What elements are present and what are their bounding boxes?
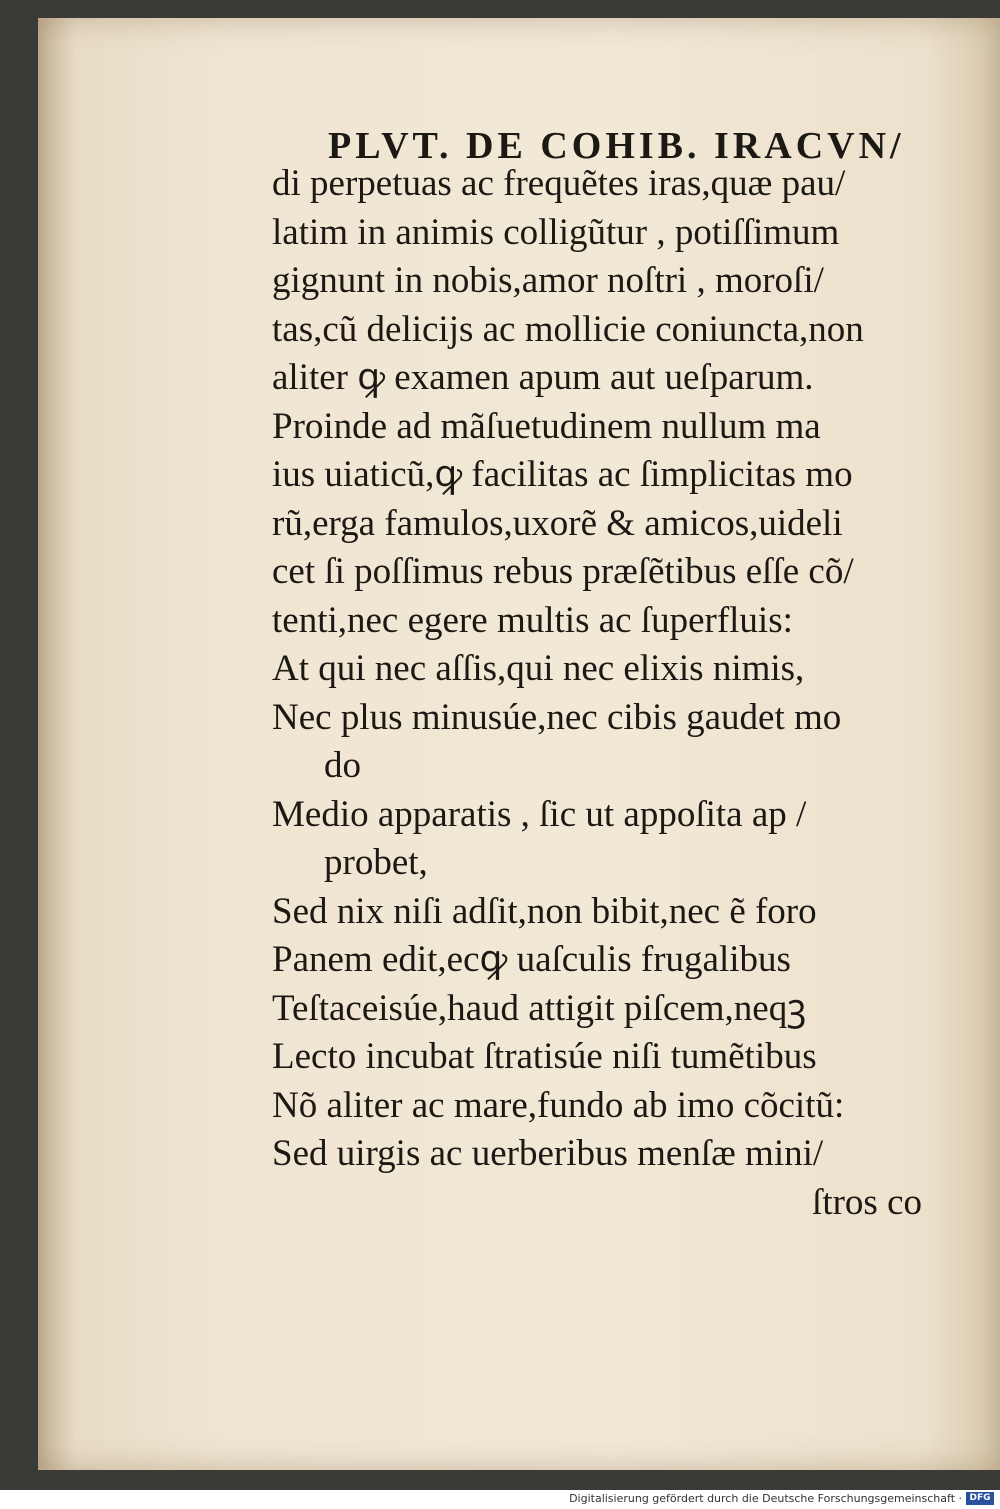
- text-line: ius uiaticũ,ꝙ facilitas ac ſimplicitas mo: [272, 454, 853, 495]
- running-header: PLVT. DE COHIB. IRACVN/: [328, 125, 905, 167]
- verse-line-continuation: do: [324, 745, 361, 786]
- text-line: tas,cũ delicijs ac mollicie coniuncta,non: [272, 308, 864, 350]
- verse-line: At qui nec aſſis,qui nec elixis nimis,: [272, 648, 805, 689]
- verse-line: Sed uirgis ac uerberibus menſæ mini/: [272, 1133, 824, 1174]
- text-line: gignunt in nobis,amor noſtri , moroſi/: [272, 260, 824, 301]
- verse-line: Nec plus minusúe,nec cibis gaudet mo: [272, 696, 842, 738]
- text-line: di perpetuas ac frequẽtes iras,quæ pau/: [272, 163, 846, 204]
- verse-line: Sed nix niſi adſit,non bibit,nec ẽ foro: [272, 890, 817, 932]
- text-line: latim in animis colligũtur , potiſſimum: [272, 211, 840, 253]
- verse-line: Teſtaceisúe,haud attigit piſcem,neqꝫ: [272, 987, 807, 1029]
- page-text: [272, 160, 922, 1227]
- text-line: aliter ꝙ examen apum aut ueſparum.: [272, 357, 814, 398]
- text-line: Proinde ad mãſuetudinem nullum ma: [272, 405, 821, 447]
- text-line: cet ſi poſſimus rebus præſẽtibus eſſe cõ/: [272, 551, 854, 592]
- funding-credit: Digitalisierung gefördert durch die Deutsche Forschungsgemeinschaft ·: [569, 1492, 962, 1505]
- verse-line: Panem edit,ecꝙ uaſculis frugalibus: [272, 939, 791, 980]
- verse-line: Medio apparatis , ſic ut appoſita ap /: [272, 793, 807, 835]
- footer-bar: [0, 1490, 1000, 1509]
- verse-line: Nõ aliter ac mare,fundo ab imo cõcitũ:: [272, 1084, 845, 1126]
- text-line: rũ,erga famulos,uxorẽ & amicos,uideli: [272, 502, 843, 544]
- catchword: ſtros co: [812, 1181, 922, 1223]
- dfg-logo: DFG: [966, 1492, 994, 1505]
- text-line: tenti,nec egere multis ac ſuperfluis:: [272, 599, 793, 641]
- verse-line: Lecto incubat ſtratisúe niſi tumẽtibus: [272, 1036, 817, 1077]
- verse-line-continuation: probet,: [324, 842, 428, 883]
